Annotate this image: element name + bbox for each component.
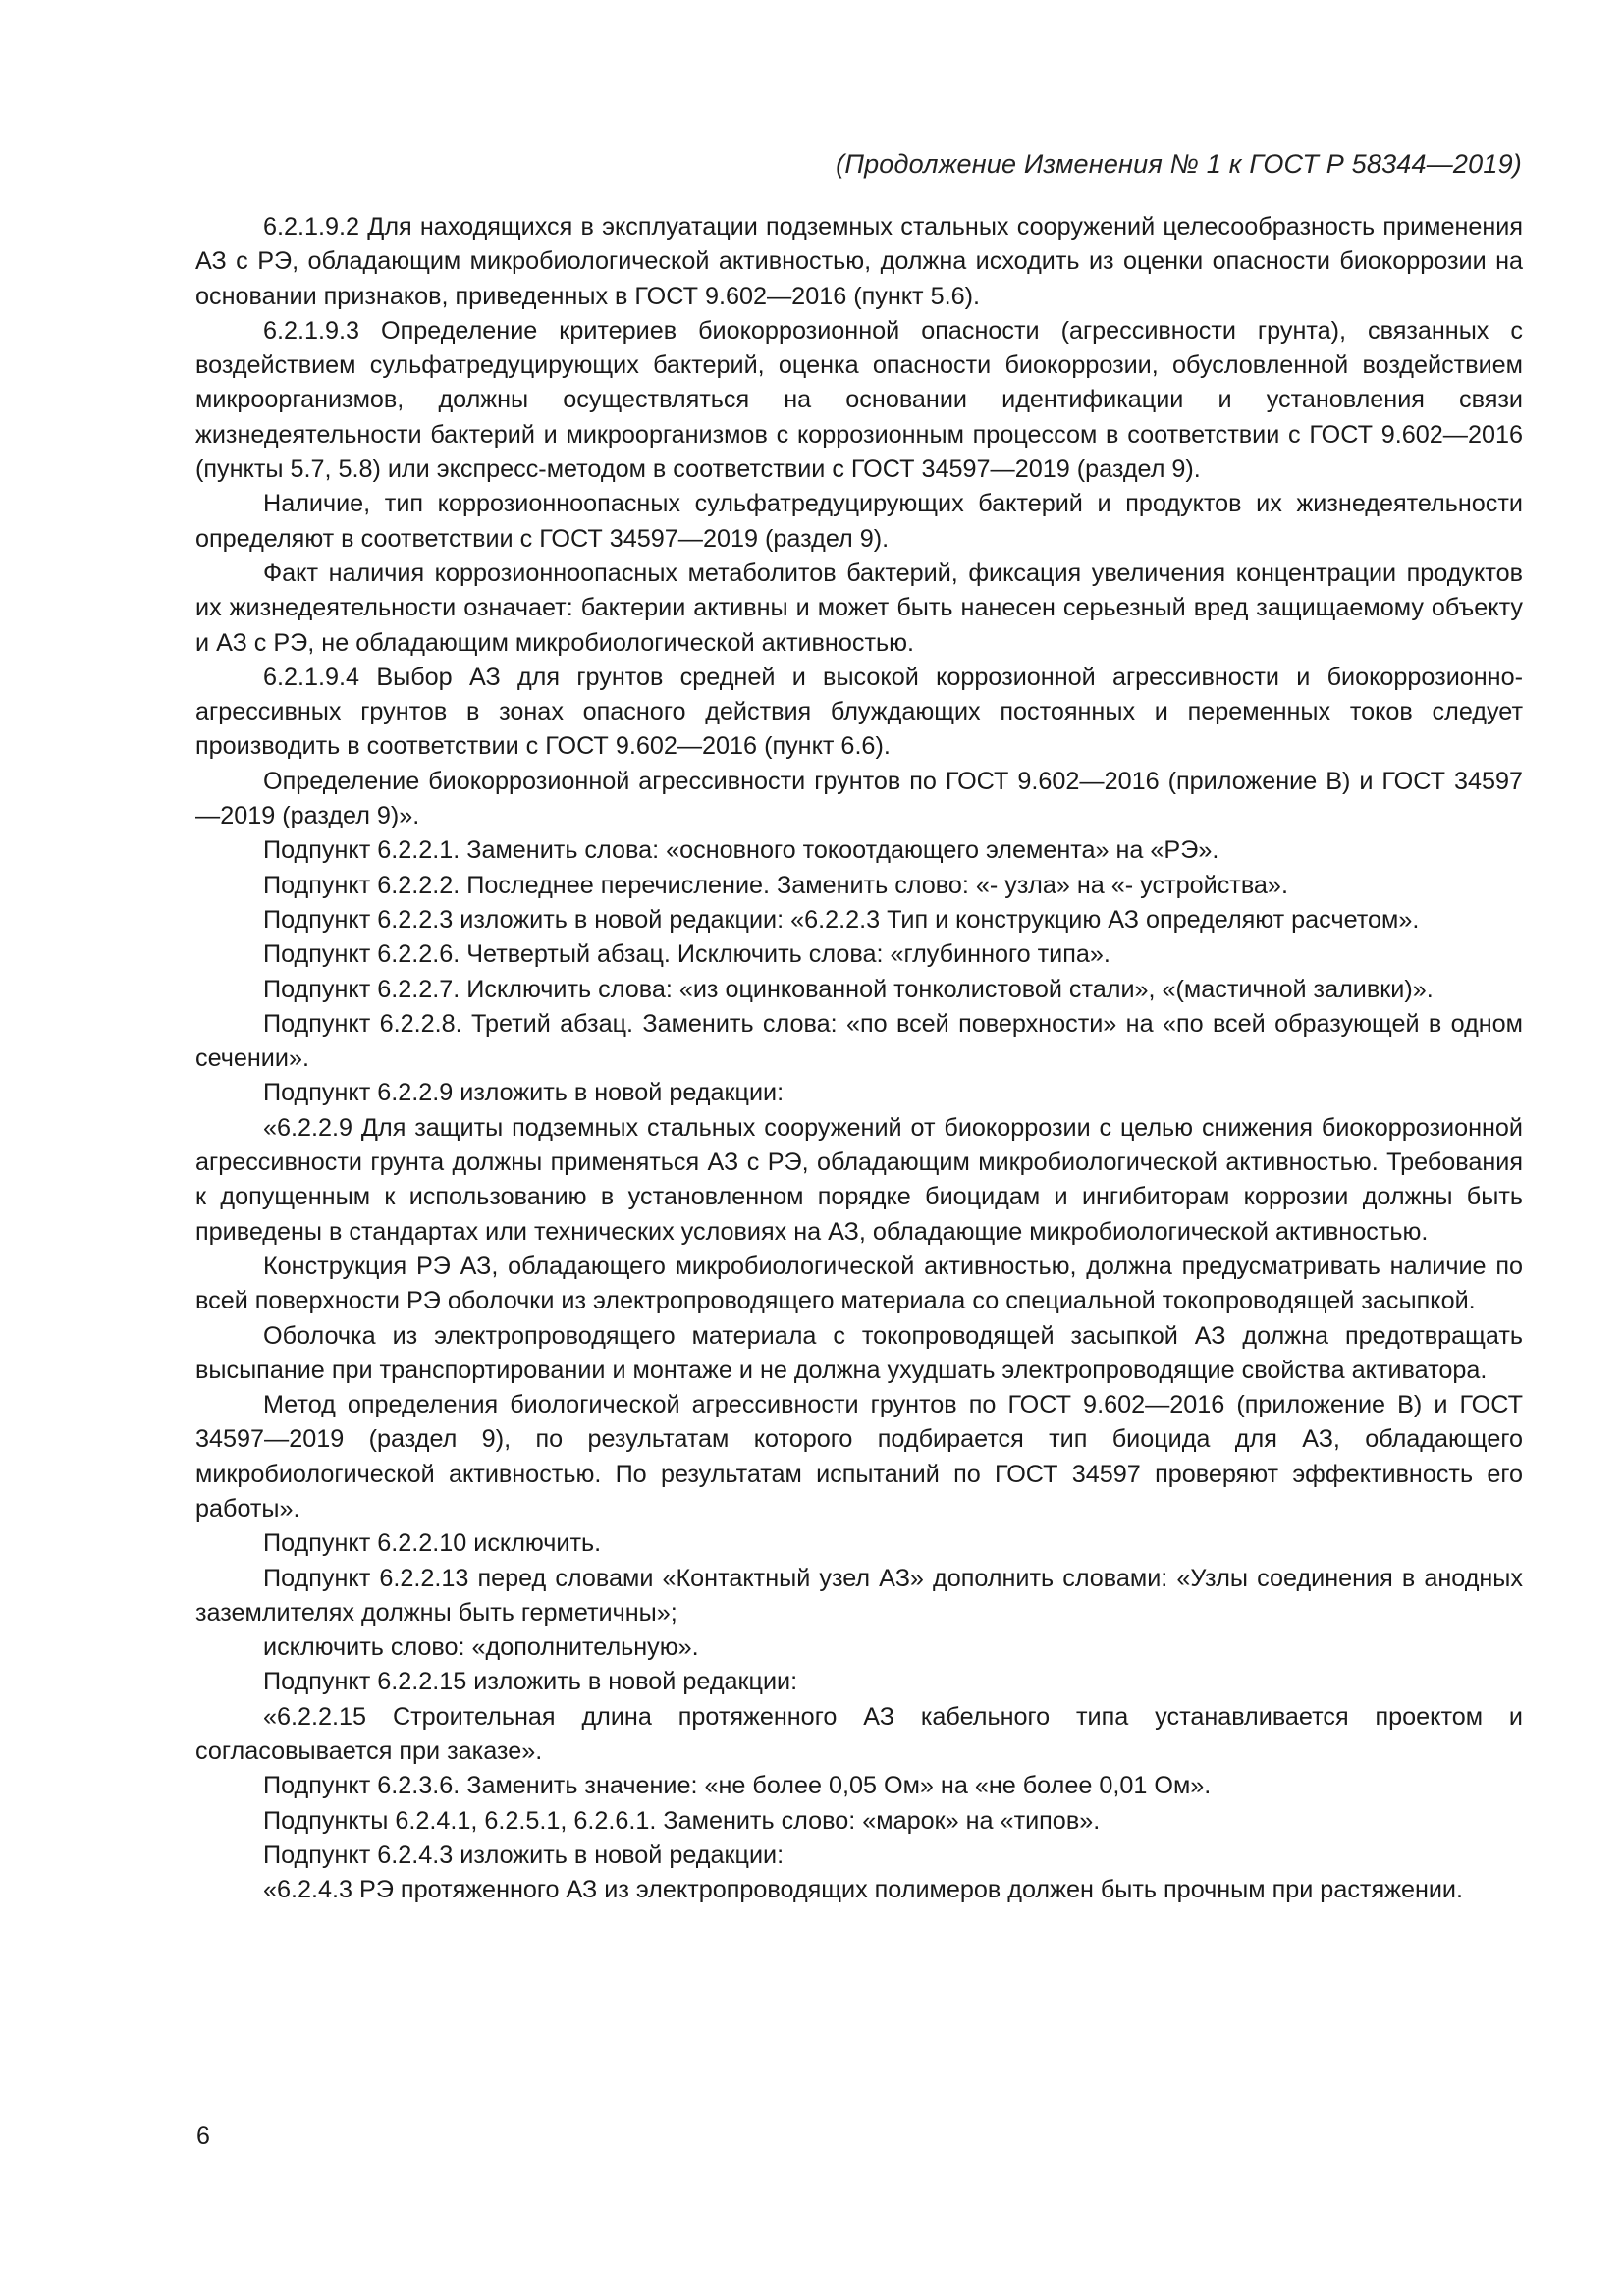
paragraph: Подпункт 6.2.2.7. Исключить слова: «из оцинкованной тонколистовой стали», «(мастичной заливки)».	[263, 975, 1434, 1003]
paragraph: Подпункт 6.2.2.2. Последнее перечисление. Заменить слово: «- узла» на «- устройства».	[263, 871, 1288, 899]
paragraph: Подпункт 6.2.2.15 изложить в новой редакции:	[263, 1668, 798, 1696]
paragraph: Подпункт 6.2.2.8. Третий абзац. Заменить слова: «по всей поверхности» на «по всей образующей в одном сечении».	[195, 1009, 1523, 1073]
paragraph: Оболочка из электропроводящего материала с токопроводящей засыпкой АЗ должна предотвращать высыпание при транспортировании и монтаже и не должна ухудшать электропроводящие свойства активатора.	[195, 1321, 1523, 1384]
paragraph: Подпункт 6.2.2.1. Заменить слова: «основного токоотдающего элемента» на «РЭ».	[263, 836, 1219, 865]
paragraph: Метод определения биологической агрессивности грунтов по ГОСТ 9.602—2016 (приложение В) и ГОСТ 34597—2019 (раздел 9), по результатам которого подбирается тип биоцида для АЗ, обладающего микробиологической активностью. По результатам испытаний по ГОСТ 34597 проверяют эффективность его работы».	[195, 1391, 1523, 1522]
paragraph: «6.2.2.15 Строительная длина протяженного АЗ кабельного типа устанавливается проектом и согласовывается при заказе».	[195, 1702, 1523, 1766]
paragraph: «6.2.4.3 РЭ протяженного АЗ из электропроводящих полимеров должен быть прочным при растяжении.	[263, 1876, 1463, 1904]
paragraph: Подпункт 6.2.2.3 изложить в новой редакции: «6.2.2.3 Тип и конструкцию АЗ определяют расчетом».	[263, 905, 1420, 934]
paragraph: 6.2.1.9.4 Выбор АЗ для грунтов средней и высокой коррозионной агрессивности и биокоррозионно-агрессивных грунтов в зонах опасного действия блуждающих постоянных и переменных токов следует производить в соответствии с ГОСТ 9.602—2016 (пункт 6.6).	[195, 663, 1523, 761]
paragraph: Наличие, тип коррозионноопасных сульфатредуцирующих бактерий и продуктов их жизнедеятельности определяют в соответствии с ГОСТ 34597—2019 (раздел 9).	[195, 490, 1523, 553]
paragraph: Подпункт 6.2.4.3 изложить в новой редакции:	[263, 1841, 785, 1869]
document-body	[195, 210, 1523, 1908]
paragraph: Подпункт 6.2.2.6. Четвертый абзац. Исключить слова: «глубинного типа».	[263, 940, 1110, 969]
paragraph: «6.2.2.9 Для защиты подземных стальных сооружений от биокоррозии с целью снижения биокоррозионной агрессивности грунта должны применяться АЗ с РЭ, обладающим микробиологической активностью. Требования к допущенным к использованию в установленном порядке биоцидам и ингибиторам коррозии должны быть приведены в стандартах или технических условиях на АЗ, обладающие микробиологической активностью.	[195, 1113, 1523, 1246]
paragraph: Подпункты 6.2.4.1, 6.2.5.1, 6.2.6.1. Заменить слово: «марок» на «типов».	[263, 1806, 1101, 1835]
paragraph: Подпункт 6.2.3.6. Заменить значение: «не более 0,05 Ом» на «не более 0,01 Ом».	[263, 1772, 1212, 1800]
paragraph: Факт наличия коррозионноопасных метаболитов бактерий, фиксация увеличения концентрации продуктов их жизнедеятельности означает: бактерии активны и может быть нанесен серьезный вред защищаемому объекту и АЗ с РЭ, не обладающим микробиологической активностью.	[195, 559, 1523, 657]
paragraph: 6.2.1.9.2 Для находящихся в эксплуатации подземных стальных сооружений целесообразность применения АЗ с РЭ, обладающим микробиологической активностью, должна исходить из оценки опасности биокоррозии на основании признаков, приведенных в ГОСТ 9.602—2016 (пункт 5.6).	[195, 213, 1523, 310]
paragraph: Подпункт 6.2.2.9 изложить в новой редакции:	[263, 1079, 785, 1107]
running-header: (Продолжение Изменения № 1 к ГОСТ Р 58344—2019)	[836, 149, 1522, 179]
paragraph: Определение биокоррозионной агрессивности грунтов по ГОСТ 9.602—2016 (приложение В) и ГОСТ 34597—2019 (раздел 9)».	[195, 767, 1523, 830]
paragraph: Конструкция РЭ АЗ, обладающего микробиологической активностью, должна предусматривать наличие по всей поверхности РЭ оболочки из электропроводящего материала со специальной токопроводящей засыпкой.	[195, 1252, 1523, 1315]
paragraph: Подпункт 6.2.2.10 исключить.	[263, 1529, 602, 1558]
page-number: 6	[196, 2122, 210, 2150]
paragraph: Подпункт 6.2.2.13 перед словами «Контактный узел АЗ» дополнить словами: «Узлы соединения в анодных заземлителях должны быть герметичны»;	[195, 1564, 1523, 1627]
paragraph: 6.2.1.9.3 Определение критериев биокоррозионной опасности (агрессивности грунта), связанных с воздействием сульфатредуцирующих бактерий, оценка опасности биокоррозии, обусловленной воздействием микроорганизмов, должны осуществляться на основании идентификации и установления связи жизнедеятельности бактерий и микроорганизмов с коррозионным процессом в соответствии с ГОСТ 9.602—2016 (пункты 5.7, 5.8) или экспресс-методом в соответствии с ГОСТ 34597—2019 (раздел 9).	[195, 316, 1523, 484]
paragraph: исключить слово: «дополнительную».	[263, 1633, 699, 1662]
